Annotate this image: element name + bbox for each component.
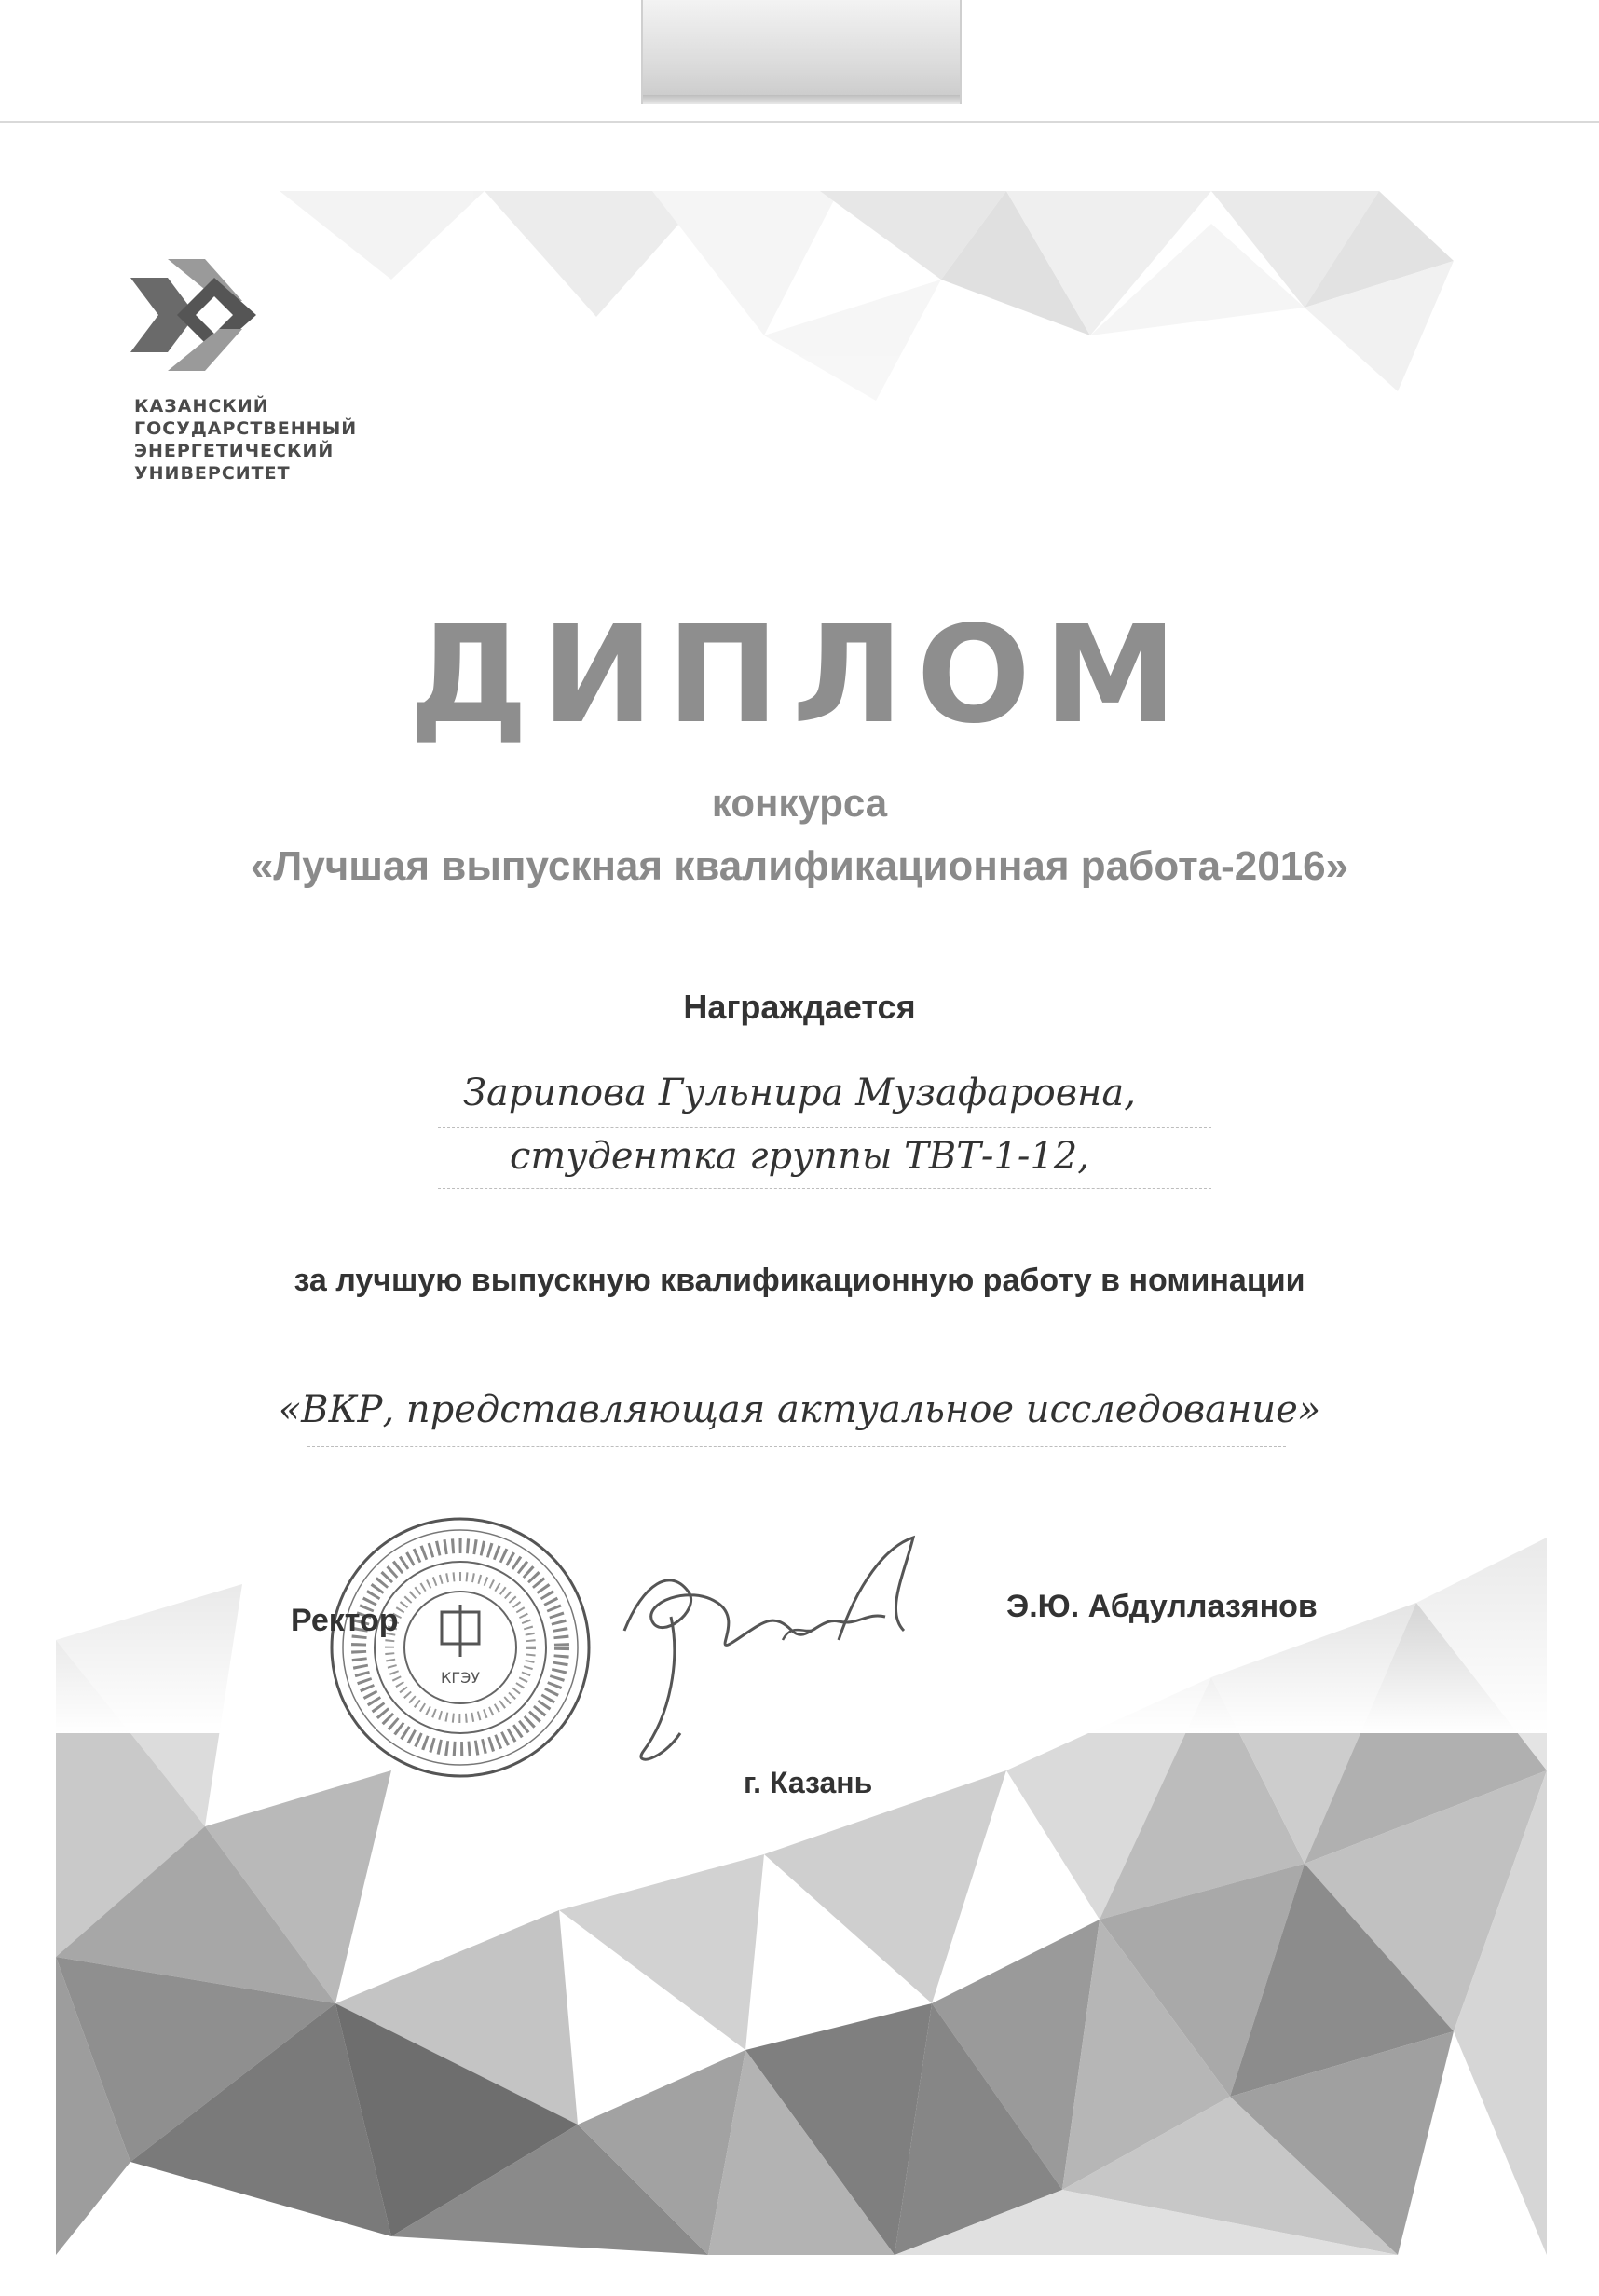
award-reason: за лучшую выпускную квалификационную работу в номинации: [294, 1263, 1305, 1298]
contest-label: конкурса: [711, 781, 888, 825]
recipient-group: студентка группы ТВТ-1-12,: [510, 1135, 1089, 1178]
rector-signature: [606, 1528, 941, 1780]
awarded-label: Награждается: [683, 988, 916, 1026]
nomination-underline: [308, 1446, 1286, 1447]
official-seal: [321, 1508, 600, 1787]
rector-label: Ректор: [291, 1603, 399, 1638]
nomination-title: «ВКР, представляющая актуальное исследование»: [278, 1388, 1321, 1431]
seal-center-text: КГЭУ: [440, 1669, 481, 1687]
city-label: г. Казань: [744, 1766, 873, 1799]
rector-name: Э.Ю. Абдуллазянов: [1006, 1589, 1318, 1624]
contest-name: «Лучшая выпускная квалификационная работа-2016»: [250, 843, 1349, 889]
recipient-name: Зарипова Гульнира Музафаровна,: [463, 1072, 1136, 1114]
university-name-line: КАЗАНСКИЙ: [134, 396, 269, 417]
university-name-line: ЭНЕРГЕТИЧЕСКИЙ: [134, 441, 335, 461]
university-name: [134, 395, 357, 485]
university-name-line: ГОСУДАРСТВЕННЫЙ: [134, 418, 358, 439]
university-name-line: УНИВЕРСИТЕТ: [134, 463, 291, 484]
recipient-underline: [438, 1188, 1211, 1189]
university-logo-icon: [130, 250, 261, 380]
diploma-title: ДИПЛОМ: [408, 596, 1191, 753]
